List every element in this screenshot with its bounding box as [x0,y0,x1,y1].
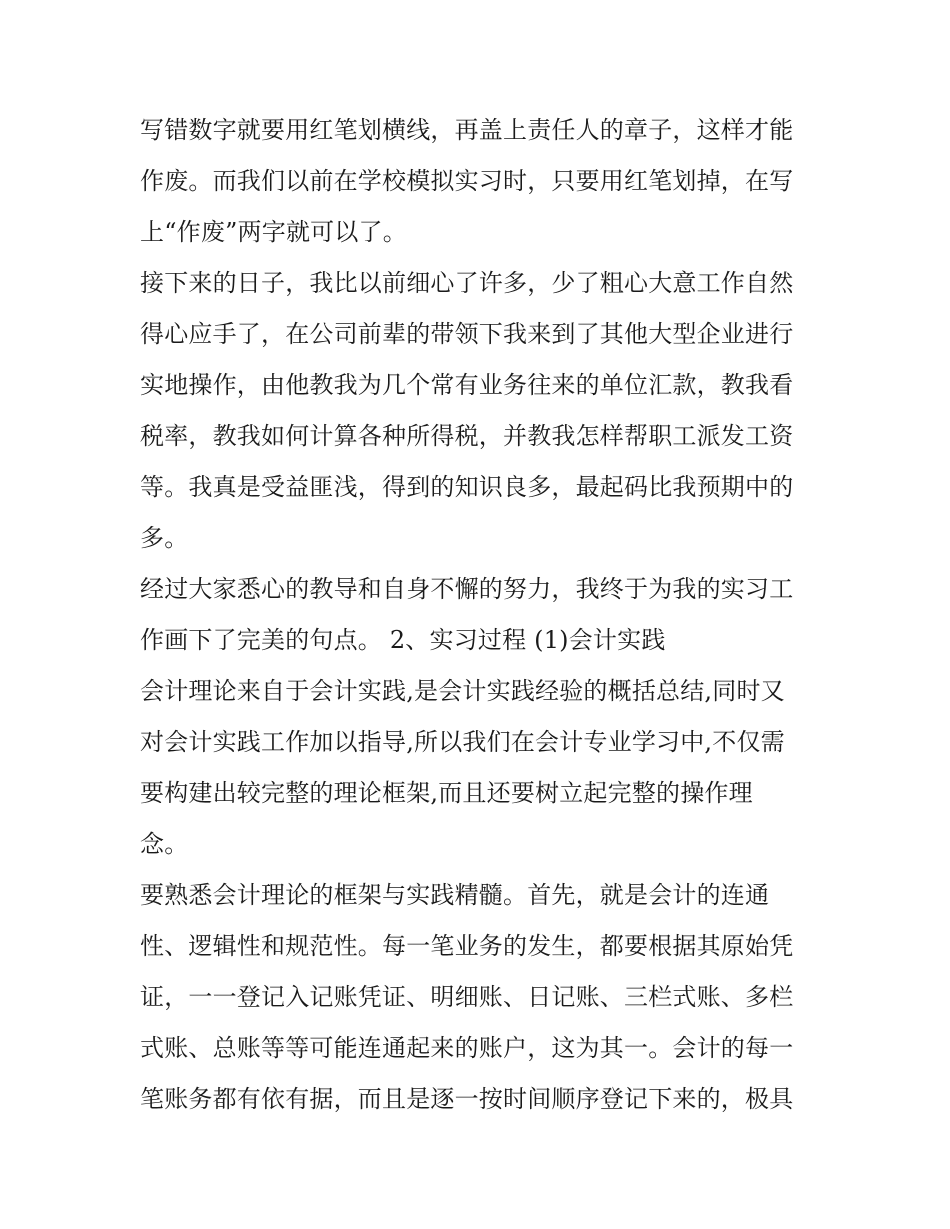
text-line: 接下来的日子，我比以前细心了许多，少了粗心大意工作自然 [140,269,794,297]
text-line: 性、逻辑性和规范性。每一笔业务的发生，都要根据其原始凭 [140,932,794,960]
text-line: 上“作废”两字就可以了。 [140,218,407,246]
text-line: 证，一一登记入记账凭证、明细账、日记账、三栏式账、多栏 [140,983,794,1011]
text-line: 等。我真是受益匪浅，得到的知识良多，最起码比我预期中的 [140,473,794,501]
text-line: 要构建出较完整的理论框架,而且还要树立起完整的操作理 [140,779,753,807]
text-line: 式账、总账等等可能连通起来的账户，这为其一。会计的每一 [140,1034,794,1062]
text-line: 会计理论来自于会计实践,是会计实践经验的概括总结,同时又 [140,677,785,705]
text-line: 作废。而我们以前在学校模拟实习时，只要用红笔划掉，在写 [140,167,794,195]
text-line: 得心应手了，在公司前辈的带领下我来到了其他大型企业进行 [140,320,794,348]
text-line: 税率，教我如何计算各种所得税，并教我怎样帮职工派发工资 [140,422,794,450]
text-line: 要熟悉会计理论的框架与实践精髓。首先，就是会计的连通 [140,881,770,909]
text-line: 作画下了完美的句点。 2、实习过程 (1)会计实践 [140,626,666,654]
text-line: 实地操作，由他教我为几个常有业务往来的单位汇款，教我看 [140,371,794,399]
text-line: 写错数字就要用红笔划横线，再盖上责任人的章子，这样才能 [140,116,794,144]
text-line: 多。 [140,524,189,552]
document-body [140,108,820,1128]
text-line: 笔账务都有依有据，而且是逐一按时间顺序登记下来的，极具 [140,1085,794,1113]
text-line: 经过大家悉心的教导和自身不懈的努力，我终于为我的实习工 [140,575,794,603]
text-line: 对会计实践工作加以指导,所以我们在会计专业学习中,不仅需 [140,728,785,756]
text-line: 念。 [140,830,189,858]
